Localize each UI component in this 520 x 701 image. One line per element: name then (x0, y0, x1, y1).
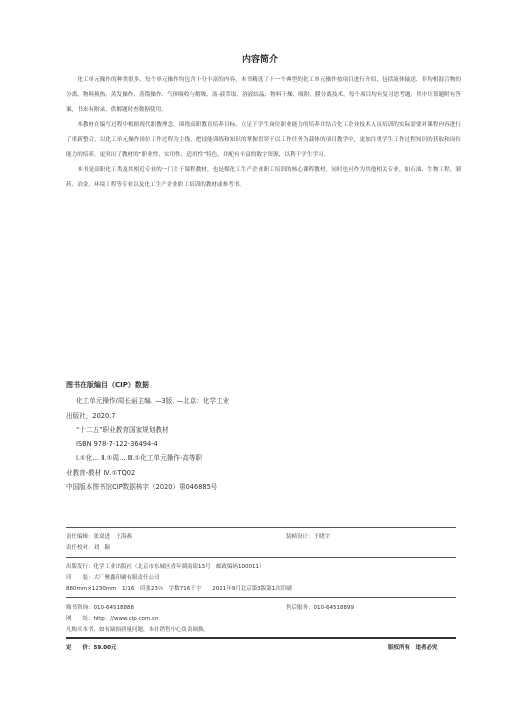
publisher-website: 网 址：http：//www.cip.com.cn (66, 616, 159, 622)
intro-paragraph: 化工单元操作的种类很多，每个单元操作均包含十分丰富的内容。本书精选了十一个典型的化工单元操作按项目进行介绍，包括流体输送、非均相混合物的分离、物料换热、蒸发操作、蒸馏操作、气体吸收与解吸、液-液萃取、溶液结晶、物料干燥、吸附、膜分离技术，每个项目均有复习思考题，其中计算题附有答案，书末有附录，供解题时查数据使用。 (66, 77, 461, 113)
book-specs: 880mm×1230mm 1/16 印张23½ 字数716千字 2021年9月北京第3版第1次印刷 (66, 586, 292, 592)
divider (66, 557, 456, 558)
divider (66, 527, 456, 528)
cip-isbn: ISBN 978-7-122-36494-4 (76, 440, 158, 449)
cip-line: “十二五”职业教育国家规划教材 (76, 425, 169, 434)
purchase-phone: 购书咨询：010-64518888 (66, 605, 134, 611)
designer-credit: 装帧设计：王晓宇 (286, 534, 331, 540)
divider (66, 597, 456, 598)
price: 定 价：59.00元 (66, 645, 117, 651)
cip-block (66, 378, 276, 494)
intro-paragraph: 本书是高职化工类及其相近专业的一门主干课程教材，也是煤化工生产企业职工培训的核心课程教材，同时也可作为其他相关专业，如石油、生物工程、制药、冶金、环境工程等专业以及化工生产企业职工培训的教材或参考书。 (66, 167, 461, 188)
cip-heading: 图书在版编目（CIP）数据 (66, 381, 149, 389)
intro-paragraph: 本教材在编写过程中根据现代职教理念，围绕高职教育培养目标，立足于学生岗位职业能力的培养并结合化工企业技术人员培训的实际需要对课程内容进行了重新整合，以化工单元操作岗位工作过程为主线，把技能训练和知识的掌握贯穿于以工作任务为载体的项目教学中，更加注重学生工作过程知识的获取和岗位能力的培养，更突出了教材的“职业性、实用性、适用性”特色，并配有丰富的数字资源，以利于学生学习。 (66, 122, 461, 158)
cip-line: 出版社，2020.7 (66, 411, 116, 420)
publisher-info: 出版发行：化学工业出版社（北京市东城区青年湖南街13号 邮政编码100011） (66, 564, 265, 570)
copyright-notice: 版权所有 违者必究 (388, 645, 438, 651)
quality-notice: 凡购买本书，如有缺损质量问题，本社销售中心负责调换。 (66, 627, 210, 633)
intro-body (66, 73, 461, 193)
editor-credit: 责任编辑：张双进 王海燕 (66, 534, 133, 540)
printer-info: 印 装：大厂聚鑫印刷有限责任公司 (66, 575, 160, 581)
intro-title: 内容简介 (241, 55, 278, 65)
cip-number: 中国版本图书馆CIP数据核字（2020）第046885号 (66, 483, 218, 492)
service-phone: 售后服务：010-64518899 (286, 605, 354, 611)
cip-line: Ⅰ.①化… Ⅱ.①周… Ⅲ.①化工单元操作-高等职 (76, 454, 203, 463)
cip-line: 业教育-教材 Ⅳ.①TQ02 (66, 468, 136, 477)
divider (66, 637, 456, 639)
cip-line: 化工单元操作/周长丽主编. —3版. —北京：化学工业 (76, 397, 230, 406)
proofreader-credit: 责任校对：刘 颖 (66, 545, 111, 551)
